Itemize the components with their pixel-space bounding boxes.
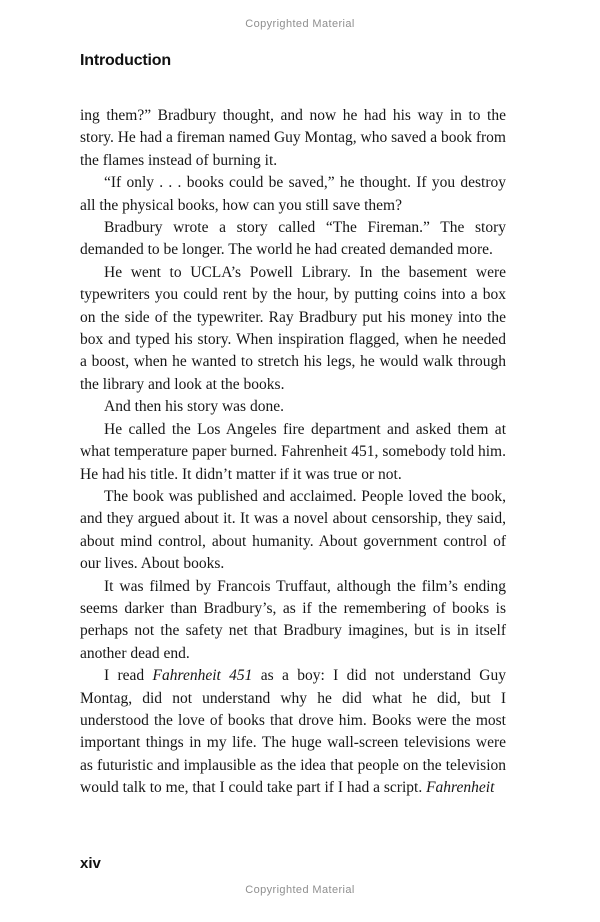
paragraph (80, 172, 506, 217)
paragraph (80, 396, 506, 418)
paragraph (80, 665, 506, 799)
bottom-watermark: Copyrighted Material (245, 884, 355, 896)
text-run: The book was published and acclaimed. People loved the book, and they argued about it. It was a novel about censorship, they said, about mind control, about humanity. About government control of our lives. About books. (80, 487, 506, 573)
top-watermark: Copyrighted Material (245, 18, 355, 30)
paragraph (80, 105, 506, 172)
italic-text-run: Fahrenheit (426, 779, 495, 797)
paragraph (80, 419, 506, 486)
text-run: He called the Los Angeles fire department and asked them at what temperature paper burned. Fahrenheit 451, somebody told him. He had his title. It didn’t matter if it was true or not. (80, 420, 506, 483)
paragraph (80, 576, 506, 666)
text-run: I read (104, 667, 153, 685)
text-run: ing them?” Bradbury thought, and now he had his way in to the story. He had a fireman named Guy Montag, who saved a book from the flames instead of burning it. (80, 107, 506, 169)
italic-text-run: Fahrenheit 451 (152, 667, 253, 685)
text-run: It was filmed by Francois Truffaut, although the film’s ending seems darker than Bradbury’s, as if the remembering of books is perhaps not the safety net that Bradbury imagines, but is in itself another dead end. (80, 577, 506, 662)
paragraph (80, 217, 506, 262)
text-run: He went to UCLA’s Powell Library. In the basement were typewriters you could rent by the hour, by putting coins into a box on the side of the typewriter. Ray Bradbury put his money into the box and typed his story. When inspiration flagged, when he needed a boost, when he wanted to stretch his legs, he would walk through the library and look at the books. (80, 263, 506, 393)
chapter-header: Introduction (80, 52, 171, 69)
text-run: Bradbury wrote a story called “The Fireman.” The story demanded to be longer. The world he had created demanded more. (80, 219, 506, 259)
page-number: xiv (80, 855, 101, 872)
paragraph (80, 486, 506, 576)
text-run: as a boy: I did not understand Guy Montag, did not understand why he did what he did, but I understood the love of books that drove him. Books were the most important things in my life. The huge wall-screen televisions were as futuristic and implausible as the idea that people on the television would talk to me, that I could take part if I had a script. (80, 667, 506, 797)
paragraph (80, 262, 506, 396)
text-run: “If only . . . books could be saved,” he thought. If you destroy all the physical books, how can you still save them? (80, 174, 506, 214)
body-text (80, 105, 506, 800)
text-run: And then his story was done. (104, 398, 284, 416)
